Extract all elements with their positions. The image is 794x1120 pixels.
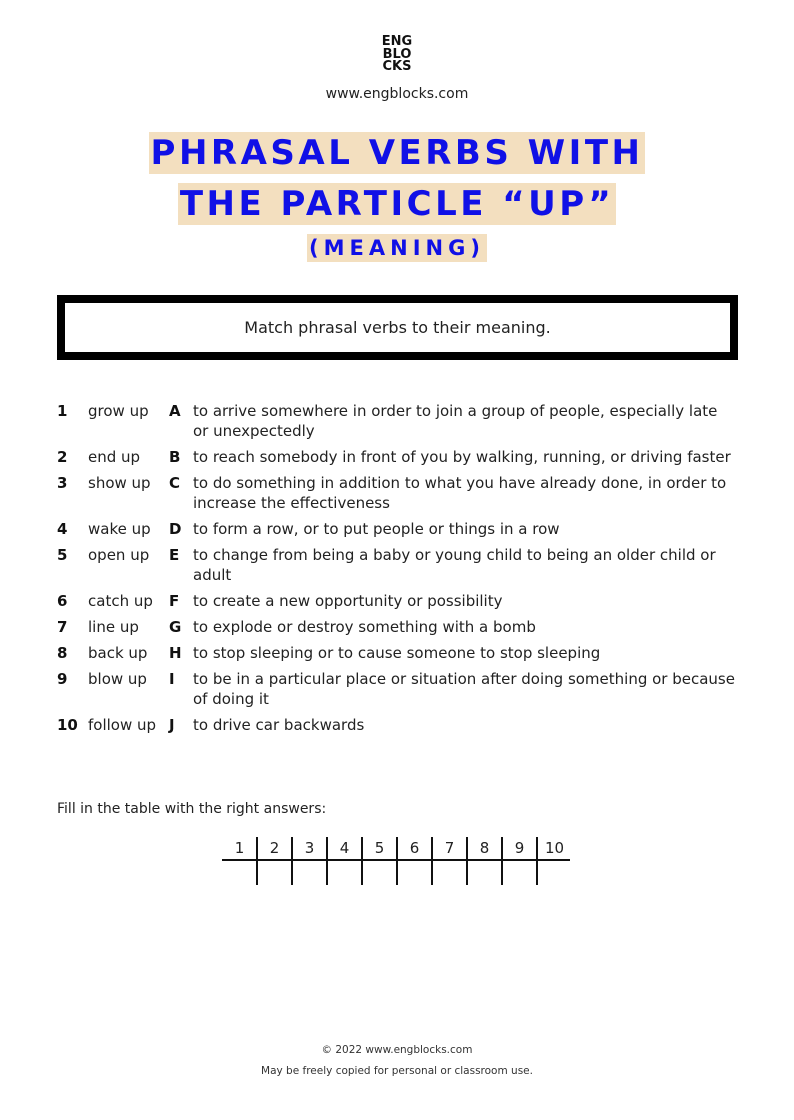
item-number: 4: [57, 520, 68, 538]
meaning-text: to do something in addition to what you have already done, in order to increase the effectiveness: [193, 474, 727, 512]
matching-item: [57, 617, 737, 637]
footer-note: May be freely copied for personal or classroom use.: [261, 1065, 533, 1077]
matching-item: [57, 591, 737, 611]
answer-column-header: 3: [304, 839, 315, 857]
answer-column-header: 9: [514, 839, 525, 857]
answer-table: [222, 837, 570, 885]
answer-column-divider: [466, 837, 468, 885]
answer-column-header: 5: [374, 839, 385, 857]
phrasal-verb: wake up: [88, 520, 151, 538]
phrasal-verb: blow up: [88, 670, 147, 688]
answer-column-divider: [501, 837, 503, 885]
logo-line: BLO: [382, 46, 412, 62]
answer-column-header: 7: [444, 839, 455, 857]
matching-list: [57, 401, 737, 741]
phrasal-verb: grow up: [88, 402, 149, 420]
meaning-letter: D: [169, 520, 182, 538]
answer-column-header: 4: [339, 839, 350, 857]
matching-item: [57, 473, 737, 513]
answer-column-divider: [256, 837, 258, 885]
worksheet-title: [0, 132, 794, 262]
meaning-text: to be in a particular place or situation after doing something or because of doing it: [193, 670, 735, 708]
logo-line: CKS: [382, 59, 412, 74]
fill-instruction: Fill in the table with the right answers:: [57, 801, 327, 817]
phrasal-verb: catch up: [88, 592, 153, 610]
phrasal-verb: open up: [88, 546, 150, 564]
meaning-letter: I: [169, 670, 175, 688]
footer-copyright: © 2022 www.engblocks.com: [321, 1044, 473, 1056]
meaning-text: to stop sleeping or to cause someone to stop sleeping: [193, 644, 601, 662]
answer-column-header: 2: [269, 839, 280, 857]
answer-column-divider: [361, 837, 363, 885]
phrasal-verb: back up: [88, 644, 148, 662]
item-number: 7: [57, 618, 68, 636]
phrasal-verb: line up: [88, 618, 139, 636]
matching-item: [57, 401, 737, 441]
phrasal-verb: end up: [88, 448, 141, 466]
item-number: 5: [57, 546, 68, 564]
meaning-text: to change from being a baby or young child to being an older child or adult: [193, 546, 716, 584]
logo-line: ENG: [381, 34, 413, 49]
meaning-text: to explode or destroy something with a bomb: [193, 618, 536, 636]
meaning-letter: A: [169, 402, 181, 420]
meaning-text: to form a row, or to put people or things in a row: [193, 520, 560, 538]
answer-column-divider: [536, 837, 538, 885]
matching-item: [57, 715, 737, 735]
item-number: 1: [57, 402, 68, 420]
phrasal-verb: show up: [88, 474, 151, 492]
item-number: 2: [57, 448, 68, 466]
title-subtitle: (MEANING): [309, 236, 485, 260]
meaning-text: to drive car backwards: [193, 716, 365, 734]
answer-column-divider: [326, 837, 328, 885]
meaning-text: to create a new opportunity or possibility: [193, 592, 503, 610]
matching-item: [57, 643, 737, 663]
meaning-text: to arrive somewhere in order to join a group of people, especially late or unexpectedly: [193, 402, 718, 440]
meaning-letter: B: [169, 448, 181, 466]
matching-item: [57, 519, 737, 539]
answer-column-header: 6: [409, 839, 420, 857]
answer-column-header: 8: [479, 839, 490, 857]
matching-item: [57, 669, 737, 709]
item-number: 6: [57, 592, 68, 610]
meaning-letter: F: [169, 592, 180, 610]
answer-column-header: 10: [544, 839, 565, 857]
answer-column-divider: [396, 837, 398, 885]
item-number: 3: [57, 474, 68, 492]
instruction-box: [57, 295, 738, 360]
item-number: 8: [57, 644, 68, 662]
matching-item: [57, 447, 737, 467]
meaning-letter: G: [169, 618, 182, 636]
meaning-text: to reach somebody in front of you by walking, running, or driving faster: [193, 448, 731, 466]
engblocks-logo: [372, 36, 422, 74]
phrasal-verb: follow up: [88, 716, 157, 734]
meaning-letter: H: [169, 644, 182, 662]
item-number: 10: [57, 716, 78, 734]
answer-column-header: 1: [234, 839, 245, 857]
instruction-text: Match phrasal verbs to their meaning.: [244, 318, 551, 337]
answer-column-divider: [431, 837, 433, 885]
site-url: www.engblocks.com: [325, 86, 469, 102]
matching-item: [57, 545, 737, 585]
answer-column-divider: [291, 837, 293, 885]
meaning-letter: E: [169, 546, 180, 564]
title-line-2: THE PARTICLE “UP”: [179, 184, 615, 224]
title-line-1: PHRASAL VERBS WITH: [150, 133, 644, 173]
meaning-letter: C: [169, 474, 181, 492]
item-number: 9: [57, 670, 68, 688]
meaning-letter: J: [169, 716, 175, 734]
